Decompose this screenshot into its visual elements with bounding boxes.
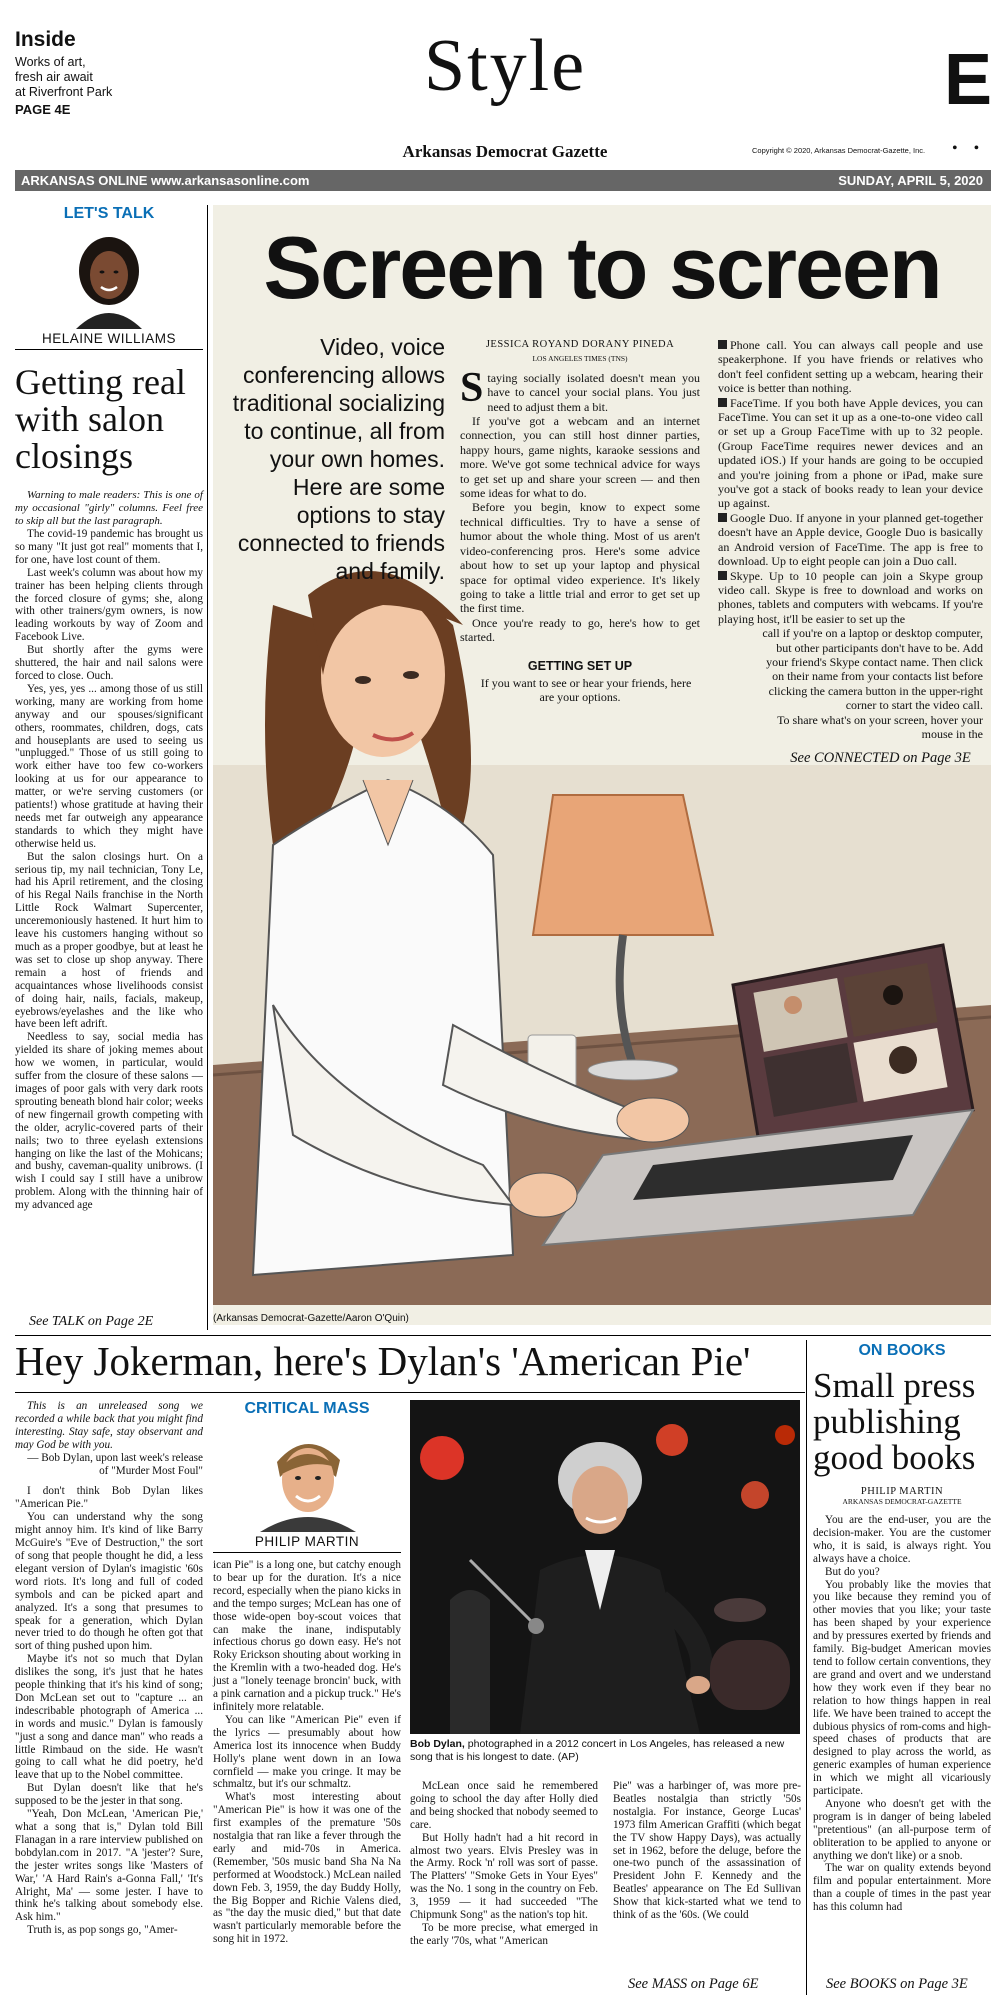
books-headline[interactable]: Small press publishing good books — [813, 1366, 976, 1477]
bullet-square-icon — [718, 340, 727, 349]
paragraph: Maybe it's not so much that Dylan dislikes the song, it's just that he hates people thinking that it's his kind of song; Don McLean set out to "capture ... an indescribable photograph of America ... in words and music." Dylan is famously "just a song and dance man" who reads a little Rimbaud on the side. He wasn't going to call what he did poetry, he'd leave that up to the Nobel committee. — [15, 1653, 203, 1782]
drop-cap: S — [460, 364, 484, 411]
dylan-column-1 — [15, 1400, 203, 1937]
paragraph: But shortly after the gyms were shuttered, the hair and nail salons were forced to close. Ouch. — [15, 644, 203, 682]
paragraph: Once you're ready to go, here's how to get started. — [460, 615, 700, 645]
date-strip — [15, 170, 991, 191]
columnist-photo — [66, 229, 152, 329]
feature-byline: JESSICA ROYAND DORANY PINEDA — [485, 339, 675, 350]
columnist-name: PHILIP MARTIN — [213, 1534, 401, 1553]
option-item: FaceTime. If you both have Apple devices, you can FaceTime. You can set it up as a one-to-one video call or set up a Group FaceTime with up to 32 people. (Group FaceTime requires newer devices and an updated iOS.) If your hands are going to be occupied and you're joining from a phone or iPad, make sure you've got a stack of books ready to lean your device up against. — [718, 395, 983, 511]
column-divider — [207, 205, 208, 1330]
website-link[interactable]: ARKANSAS ONLINE www.arkansasonline.com — [21, 173, 310, 188]
feature-column-1 — [460, 338, 700, 705]
paragraph: To be more precise, what emerged in the early '70s, what "American — [410, 1921, 598, 1947]
feature-headline[interactable]: Screen to screen — [263, 218, 941, 317]
caption-name: Bob Dylan, — [410, 1738, 465, 1750]
paragraph: Anyone who doesn't get with the program is in danger of being labeled "pretentious" (an all-purpose term of obliteration to be applied to anyone or anything we don't like) or a snob. — [813, 1797, 991, 1862]
section-title: Style — [423, 25, 587, 107]
paragraph: But Holly hadn't had a hit record in almost two years. Elvis Presley was in the Army. Rock 'n' roll was sort of passe. The Platters' "Smoke Gets in Your Eyes" was the No. 1 song in the country on Feb. 3, 1959 — it had succeeded "The Chipmunk Song" as the nation's top hit. — [410, 1831, 598, 1922]
wrapped-text: To share what's on your screen, hover your mouse in the — [777, 712, 983, 741]
issue-date: SUNDAY, APRIL 5, 2020 — [838, 173, 983, 188]
paragraph: Before you begin, know to expect some technical difficulties. Try to have a sense of humor about the whole thing. Most of us aren't video-conferencing pros. Here's some advice about how to set up your laptop and physical space for optimal video experience. It's likely going to take a little trial and error to get set up the first time. — [460, 500, 700, 616]
paragraph: But the salon closings hurt. On a serious tip, my nail technician, Tony Le, had his April retirement, and the closing of his Regal Nails franchise in the North Little Rock Walmart Supercenter, unceremoniously hastened. It hurt him to leave his customers hanging without so much as a proper goodbye, but at least he was set to close up shop anyway. There remain a host of friends and acquaintances whose livelihoods consist of doing hair, nails, facials, makeup, eyebrows/eyelashes and the like who have been left adrift. — [15, 850, 203, 1031]
columnist-portrait-icon — [66, 229, 152, 329]
subheading-text: If you want to see or hear your friends, here are your options. — [480, 675, 692, 705]
column-intro: Warning to male readers: This is one of my occasional "girly" columns. Feel free to skip all but the last paragraph. — [15, 489, 203, 527]
feature-agency: LOS ANGELES TIMES (TNS) — [532, 354, 628, 364]
paragraph: Pie" was a harbinger of, was more pre-Beatles nostalgia than strictly '50s nostalgia. For instance, George Lucas' 1973 film American Graffiti (which begat the TV show Happy Days), was actually set in 1962, before the deluge, before the one-two punch of the assassination of President John F. Kennedy and the Beatles' appearance on The Ed Sullivan Show that kick-started what we tend to think of as the '60s. (We could — [613, 1780, 801, 1922]
paragraph: What's most interesting about "American Pie" is how it was one of the first examples of the premature '50s nostalgia that ran like a fever through the early and mid-70s in America. (Remember, '50s music band Sha Na Na performed at Woodstock.) McLean nailed down Feb. 3, 1959, the day Buddy Holly, the Big Bopper and Richie Valens died, as "the day the music died," but that date wasn't particularly memorable before the song hit in 1972. — [213, 1791, 401, 1946]
bullet-square-icon — [718, 571, 727, 580]
on-books-column — [813, 1340, 991, 1914]
paragraph: Truth is, as pop songs go, "Amer- — [27, 1924, 178, 1937]
feature-column-2 — [718, 338, 983, 767]
paragraph: But do you? — [825, 1565, 880, 1578]
lead-paragraph: Staying socially isolated doesn't mean you have to cancel your social plans. You just need to adjust them a bit. — [460, 364, 700, 414]
copyright-notice: Copyright © 2020, Arkansas Democrat-Gazette, Inc. — [752, 146, 926, 155]
feature-story — [213, 205, 991, 1325]
columnist-photo — [252, 1422, 362, 1532]
inside-line: Works of art, — [15, 55, 86, 69]
paragraph: The war on quality extends beyond film and popular entertainment. More than a couple of times in the past year has this column had — [813, 1862, 991, 1914]
illustration-credit: (Arkansas Democrat-Gazette/Aaron O'Quin) — [213, 1313, 409, 1324]
paragraph: Needless to say, social media has yielded its share of joking memes about how we women, in particular, would suffer from the closure of these salons — images of poor gals with very dark roots sprouting beneath blond hair color; weeks of new fingernail growth competing with the older, acrylic-covered parts of their nails; two to three eyelash extensions hanging on like the last of the Mohicans; and bushy, caveman-quality unibrows. (I wish I could say I still have a unibrow problem. Along with the thinning hair of my advanced age — [15, 1031, 203, 1212]
masthead — [0, 0, 1006, 188]
column-body — [15, 528, 203, 1212]
decorative-dots: • • — [952, 140, 986, 157]
wrapped-text: call if you're on a laptop or desktop computer, but other participants don't have to be. Add your friend's Skype contact name. Then click on their name from your contacts list before clicking the camera button in the upper-right corner to start the video call. — [762, 626, 983, 713]
epigraph-attribution: — Bob Dylan, upon last week's release of "Murder Most Foul" — [27, 1451, 203, 1477]
section-letter: E — [944, 40, 993, 120]
books-agency: ARKANSAS DEMOCRAT-GAZETTE — [842, 1497, 962, 1506]
inside-line: at Riverfront Park — [15, 85, 113, 99]
column-body — [813, 1514, 991, 1914]
paragraph: The covid-19 pandemic has brought us so many "It just got real" moments that I, for one, have lost count of them. — [15, 528, 203, 566]
option-item: Skype. Up to 10 people can join a Skype group video call. Skype is free to download and works on phones, tablets and computers with webcams. If you're playing host, it'll be easier to set up the — [718, 568, 983, 626]
feature-deck: Video, voice conferencing allows traditional socializing to continue, all from your own homes. Here are some options to stay connected to friends and family. — [232, 334, 445, 584]
paragraph: McLean once said he remembered going to school the day after Holly died and being shocked that nobody seemed to care. — [410, 1780, 598, 1831]
inside-heading: Inside — [15, 28, 76, 51]
column-headline[interactable]: Getting real with salon closings — [15, 362, 186, 476]
bullet-square-icon — [718, 513, 727, 522]
inside-teaser[interactable] — [15, 28, 165, 117]
inside-page: PAGE 4E — [15, 102, 71, 117]
inside-line: fresh air await — [15, 70, 93, 84]
column-body — [213, 1559, 401, 1946]
photo-caption — [410, 1738, 800, 1764]
column-kicker: ON BOOKS — [858, 1342, 946, 1359]
dylan-column-4 — [613, 1780, 801, 1922]
column-divider — [806, 1340, 807, 1995]
books-byline: PHILIP MARTIN — [860, 1486, 944, 1497]
columnist-name: HELAINE WILLIAMS — [15, 331, 203, 350]
column-kicker: LET'S TALK — [63, 205, 155, 222]
caption-text: photographed in a 2012 concert in Los Angeles, has released a new song that is his longest to date. — [410, 1738, 785, 1763]
lets-talk-column — [15, 205, 203, 1330]
paragraph: Yes, yes, yes ... among those of us still working, many are working from home anyway and our spouses/significant others, roommates, children, dogs, cats and houseplants are used to seeing us "unplugged." Those of us still going to work either have too few co-workers looking at us for our appearance to matter, or we're serving customers (or patients!) whose gratitude at having their needs met far outweigh any appearance standards to which they might have otherwise held us. — [15, 682, 203, 850]
paragraph: "Yeah, Don McLean, 'American Pie,' what a song that is," Dylan told Bill Flanagan in a rare interview published on bobdylan.com in 2017. "A 'jester'? Sure, the jester writes songs like 'Masters of War,' 'A Hard Rain's a-Gonna Fall,' 'It's Alright, Ma' — some jester. I have to think he's talking about somebody else. Ask him." — [15, 1808, 203, 1924]
subheading: GETTING SET UP — [527, 658, 633, 673]
headline-rule — [15, 1392, 805, 1393]
jump-link-books[interactable]: See BOOKS on Page 3E — [826, 1976, 968, 1992]
dylan-column-3 — [410, 1780, 598, 1948]
jump-link-connected[interactable]: See CONNECTED on Page 3E — [790, 750, 971, 767]
dylan-concert-photo — [410, 1400, 800, 1734]
paragraph: You can like "American Pie" even if the lyrics — presumably about how America lost its innocence when Buddy Holly's plane went down in an Iowa cornfield — make you cringe. It may be schmaltz, but it's our schmaltz. — [213, 1713, 401, 1791]
epigraph: This is an unreleased song we recorded a while back that you might find interesting. Stay safe, stay observant and may God be with you. — [15, 1400, 203, 1451]
paragraph: I don't think Bob Dylan likes "American Pie." — [15, 1485, 203, 1511]
paragraph: ican Pie" is a long one, but catchy enough to bear up for the duration. It's a nice record, especially when the piano kicks in and the tempo surges; McLean has one of those wide-open boy-scout voices that can make the inane, indisputably infectious chorus go down easy. He's not Roky Erickson shouting about working in the Kremlin with a two-headed dog. He's just a "lonely teenage broncin' buck, with a pink carnation and a pickup truck." He's infinitely more relatable. — [213, 1559, 401, 1713]
jump-link-mass[interactable]: See MASS on Page 6E — [628, 1976, 759, 1992]
paragraph: You are the end-user, you are the decision-maker. You are the customer who, it is said, is always right. You always have a choice. — [813, 1514, 991, 1565]
concert-photo-icon — [410, 1400, 800, 1734]
option-item: Phone call. You can always call people and use speakerphone. If you have friends or relatives who don't feel confident setting up a webcam, hearing their voice is better than nothing. — [718, 338, 983, 396]
column-kicker: CRITICAL MASS — [244, 1400, 370, 1417]
section-divider — [15, 1335, 991, 1336]
paragraph: You probably like the movies that you like because they remind you of other movies that you like; your taste has been shaped by your experience and by pressures exerted by friends and family. Big-budget American movies tend to follow certain conventions, they are grand and overt and we understand how they work even if they bear no relation to how things happen in real life. We have been trained to accept the dubious physics of rom-coms and high-speed chases of products that are designed to play across the world, as generic examples of human experience in which we might all vicariously participate. — [813, 1578, 991, 1798]
columnist-portrait-icon — [252, 1422, 362, 1532]
option-item: Google Duo. If anyone in your planned get-together doesn't have an Apple device, Google Duo is basically an Android version of FaceTime. The app is free to download. Up to eight people can join a Duo call. — [718, 510, 983, 569]
paragraph: You can understand why the song might annoy him. It's kind of like Barry McGuire's "Eve of Destruction," the sort of song that people thought he did, a less elegant version of Dylan's imagistic '60s word riots. It's long and full of coded symbols and can be picked apart and analyzed. It's a song that presumes to speak for a generation, which Dylan never tried to do though he often got that sort of thing pushed upon him. — [15, 1511, 203, 1653]
paragraph: Last week's column was about how my trainer has been helping clients through the forced closure of gyms; she, along with other trainers/gym owners, is now leading workouts by way of Zoom and Facebook Live. — [15, 566, 203, 644]
dylan-column-2 — [213, 1400, 401, 1946]
newspaper-nameplate: Arkansas Democrat Gazette — [402, 142, 608, 161]
jump-link-talk[interactable]: See TALK on Page 2E — [29, 1314, 154, 1329]
caption-credit: (AP) — [557, 1751, 579, 1763]
dylan-headline[interactable]: Hey Jokerman, here's Dylan's 'American Pie' — [15, 1338, 751, 1384]
bullet-square-icon — [718, 398, 727, 407]
paragraph: But Dylan doesn't like that he's supposed to be the jester in that song. — [15, 1782, 203, 1808]
paragraph: If you've got a webcam and an internet connection, you can still host dinner parties, happy hours, game nights, karaoke sessions and more. We've got some technical advice for ways to get set up and share your screen — and then some ideas for what to do. — [460, 414, 700, 501]
